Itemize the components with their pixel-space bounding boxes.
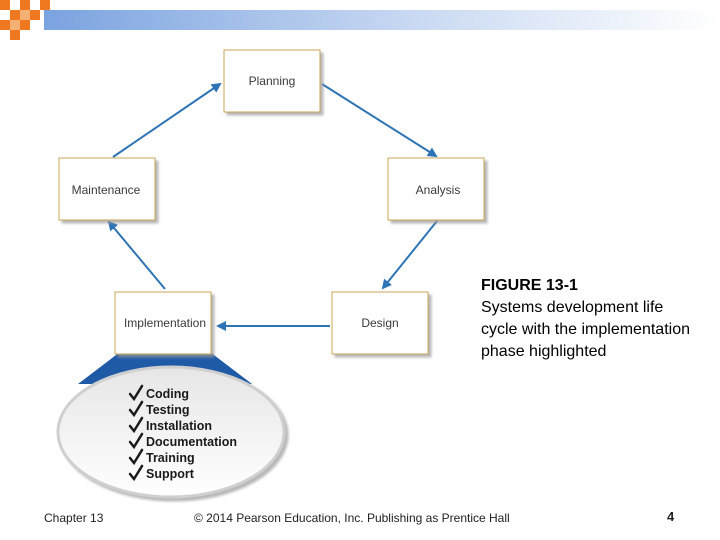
task-label-documentation: Documentation: [146, 435, 237, 449]
task-label-coding: Coding: [146, 387, 190, 401]
figure-caption: [481, 275, 701, 363]
figure-title: FIGURE 13-1: [481, 277, 578, 294]
task-item-documentation: [130, 434, 237, 449]
arrow-analysis-to-design: [383, 221, 437, 288]
figure-description: Systems development life cycle with the implementation phase highlighted: [481, 299, 690, 360]
arrow-planning-to-analysis: [322, 84, 436, 156]
phase-label-planning: Planning: [248, 74, 296, 88]
phase-box-planning: [224, 50, 320, 112]
phase-box-maintenance: [59, 158, 155, 220]
phase-box-design: [332, 292, 428, 354]
phase-label-analysis: Analysis: [415, 183, 461, 197]
task-label-training: Training: [146, 451, 195, 465]
footer-chapter: Chapter 13: [44, 511, 104, 525]
task-label-testing: Testing: [146, 403, 190, 417]
phase-label-implementation: Implementation: [123, 316, 207, 330]
task-label-support: Support: [146, 467, 194, 481]
arrow-maintenance-to-planning: [113, 84, 220, 157]
task-label-installation: Installation: [146, 419, 212, 433]
phase-label-design: Design: [361, 316, 399, 330]
phase-label-maintenance: Maintenance: [71, 183, 141, 197]
page-number: 4: [667, 509, 675, 524]
arrow-implementation-to-maintenance: [109, 222, 165, 289]
phase-box-implementation: [115, 292, 211, 354]
phase-box-analysis: [388, 158, 484, 220]
footer-copyright: © 2014 Pearson Education, Inc. Publishing as Prentice Hall: [194, 511, 510, 525]
